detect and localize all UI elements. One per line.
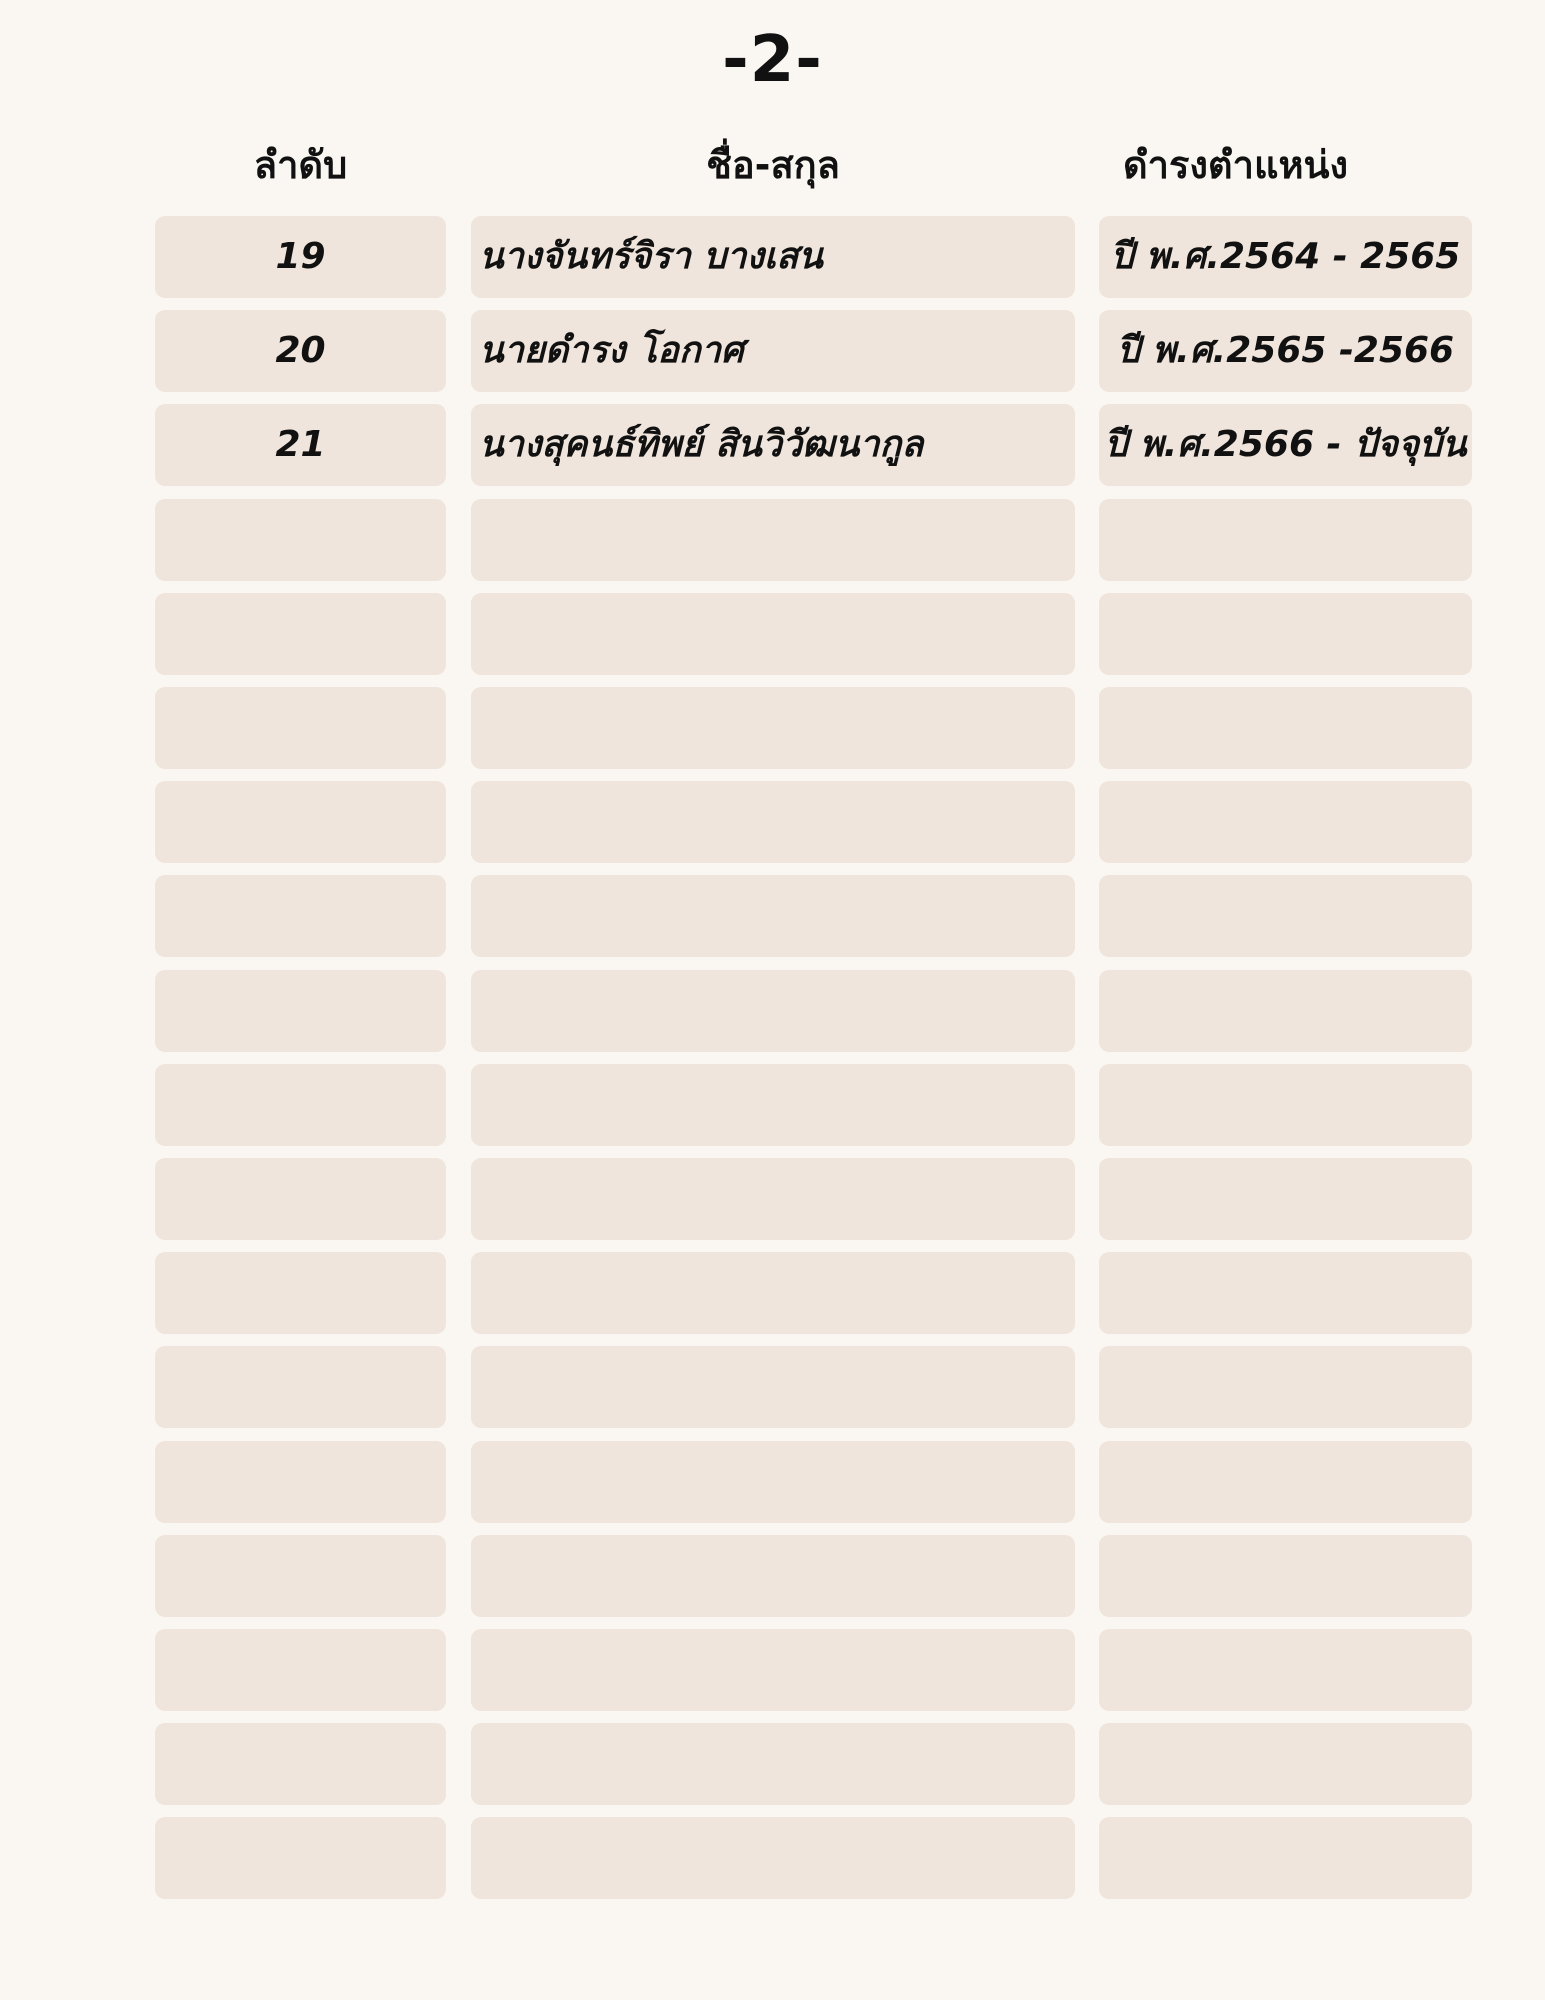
cell-name <box>471 1629 1075 1711</box>
cell-name: นางสุคนธ์ทิพย์ สินวิวัฒนากูล <box>471 404 1075 486</box>
cell-sequence: 21 <box>155 404 446 486</box>
table-row <box>0 1535 1545 1617</box>
cell-name <box>471 1723 1075 1805</box>
cell-sequence <box>155 593 446 675</box>
cell-sequence <box>155 970 446 1052</box>
table-row <box>0 216 1545 298</box>
table-row <box>0 1441 1545 1523</box>
table-row <box>0 1158 1545 1240</box>
header-sequence: ลำดับ <box>253 143 348 187</box>
cell-sequence <box>155 1064 446 1146</box>
table-row <box>0 593 1545 675</box>
table-row <box>0 1346 1545 1428</box>
cell-name <box>471 499 1075 581</box>
table-row <box>0 1064 1545 1146</box>
cell-sequence <box>155 687 446 769</box>
table-row <box>0 404 1545 486</box>
cell-name <box>471 970 1075 1052</box>
cell-name <box>471 593 1075 675</box>
table-header <box>0 135 1545 195</box>
cell-term <box>1099 1346 1472 1428</box>
header-term: ดำรงตำแหน่ง <box>1122 143 1349 187</box>
cell-sequence <box>155 1441 446 1523</box>
cell-name <box>471 1535 1075 1617</box>
cell-term <box>1099 1158 1472 1240</box>
cell-term <box>1099 1441 1472 1523</box>
page-number: -2- <box>722 23 823 97</box>
cell-name <box>471 1064 1075 1146</box>
cell-sequence <box>155 1723 446 1805</box>
cell-term <box>1099 1064 1472 1146</box>
table-row <box>0 1817 1545 1899</box>
cell-term: ปี พ.ศ.2565 -2566 <box>1099 310 1472 392</box>
cell-sequence <box>155 499 446 581</box>
header-name: ชื่อ-สกุล <box>706 143 840 187</box>
cell-sequence: 20 <box>155 310 446 392</box>
cell-name: นายดำรง โอกาศ <box>471 310 1075 392</box>
cell-name <box>471 1346 1075 1428</box>
cell-sequence <box>155 1346 446 1428</box>
cell-name <box>471 875 1075 957</box>
cell-sequence <box>155 1252 446 1334</box>
cell-term <box>1099 970 1472 1052</box>
cell-sequence: 19 <box>155 216 446 298</box>
table-row <box>0 1723 1545 1805</box>
table-row <box>0 1252 1545 1334</box>
cell-term <box>1099 781 1472 863</box>
cell-sequence <box>155 1817 446 1899</box>
table-row <box>0 875 1545 957</box>
cell-name <box>471 781 1075 863</box>
cell-name <box>471 687 1075 769</box>
cell-name <box>471 1441 1075 1523</box>
cell-name: นางจันทร์จิรา บางเสน <box>471 216 1075 298</box>
cell-name <box>471 1252 1075 1334</box>
cell-term <box>1099 1252 1472 1334</box>
cell-name <box>471 1817 1075 1899</box>
cell-term <box>1099 1535 1472 1617</box>
cell-term <box>1099 593 1472 675</box>
cell-term <box>1099 1629 1472 1711</box>
cell-term: ปี พ.ศ.2564 - 2565 <box>1099 216 1472 298</box>
cell-term <box>1099 875 1472 957</box>
table-row <box>0 970 1545 1052</box>
cell-name <box>471 1158 1075 1240</box>
cell-sequence <box>155 781 446 863</box>
cell-sequence <box>155 1629 446 1711</box>
cell-sequence <box>155 1158 446 1240</box>
cell-term <box>1099 1817 1472 1899</box>
cell-term: ปี พ.ศ.2566 - ปัจจุบัน <box>1099 404 1472 486</box>
table-row <box>0 781 1545 863</box>
table-row <box>0 499 1545 581</box>
cell-sequence <box>155 1535 446 1617</box>
cell-sequence <box>155 875 446 957</box>
cell-term <box>1099 499 1472 581</box>
table-row <box>0 1629 1545 1711</box>
cell-term <box>1099 1723 1472 1805</box>
cell-term <box>1099 687 1472 769</box>
table-row <box>0 310 1545 392</box>
table-row <box>0 687 1545 769</box>
